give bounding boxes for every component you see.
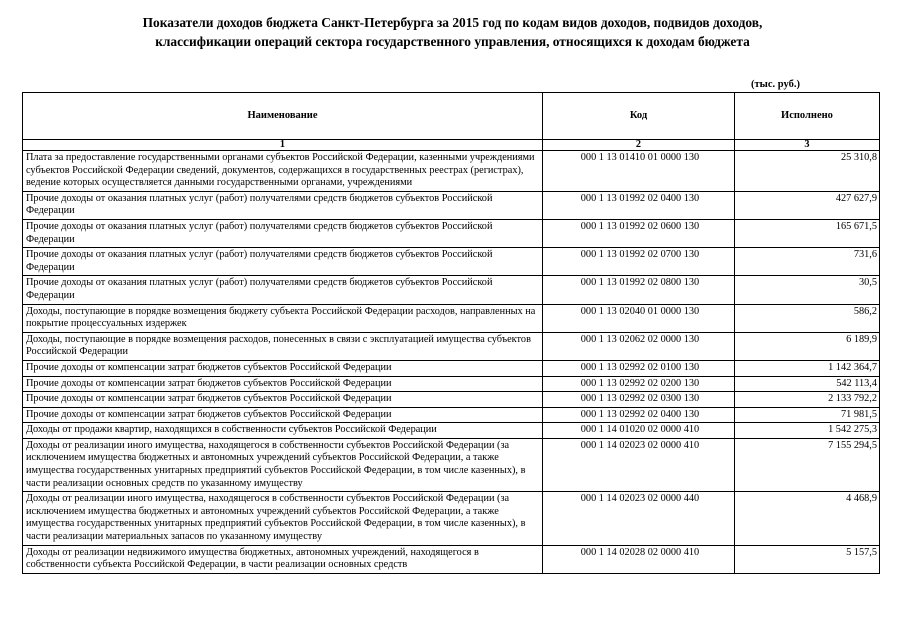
row-code: 000 1 13 02040 01 0000 130 — [543, 304, 735, 332]
column-number: 2 — [543, 140, 735, 151]
row-value: 7 155 294,5 — [735, 438, 880, 491]
row-name: Прочие доходы от оказания платных услуг (работ) получателями средств бюджетов субъектов Российской Федерации — [23, 248, 543, 276]
row-value: 2 133 792,2 — [735, 392, 880, 408]
row-name: Прочие доходы от оказания платных услуг (работ) получателями средств бюджетов субъектов Российской Федерации — [23, 219, 543, 247]
table-row — [23, 376, 880, 392]
header-row — [23, 93, 880, 140]
row-value: 25 310,8 — [735, 151, 880, 192]
row-name: Доходы, поступающие в порядке возмещения бюджету субъекта Российской Федерации расходов, направленных на покрытие процессуальных издержек — [23, 304, 543, 332]
table-row — [23, 248, 880, 276]
row-value: 71 981,5 — [735, 407, 880, 423]
row-code: 000 1 13 02992 02 0400 130 — [543, 407, 735, 423]
row-name: Доходы от реализации иного имущества, находящегося в собственности субъектов Российской Федерации (за исключением имущества бюджетных и автономных учреждений субъектов Российской Федерации, а также имущества государственных унитарных предприятий субъектов Российской Федерации, в том числе казенных), в части реализации основных средств по указанному имуществу — [23, 438, 543, 491]
table-row — [23, 423, 880, 439]
revenue-table — [22, 92, 880, 574]
column-number: 3 — [735, 140, 880, 151]
row-code: 000 1 13 02992 02 0300 130 — [543, 392, 735, 408]
row-value: 427 627,9 — [735, 191, 880, 219]
row-name: Доходы от продажи квартир, находящихся в собственности субъектов Российской Федерации — [23, 423, 543, 439]
row-name: Доходы от реализации недвижимого имущества бюджетных, автономных учреждений, находящегося в собственности субъекта Российской Федерации, в части реализации основных средств — [23, 545, 543, 573]
row-value: 4 468,9 — [735, 492, 880, 545]
row-code: 000 1 14 02023 02 0000 410 — [543, 438, 735, 491]
document-title — [0, 13, 905, 51]
column-number: 1 — [23, 140, 543, 151]
row-code: 000 1 13 01992 02 0700 130 — [543, 248, 735, 276]
title-line-2: классификации операций сектора государственного управления, относящихся к доходам бюджета — [155, 34, 750, 49]
row-code: 000 1 13 01992 02 0400 130 — [543, 191, 735, 219]
table-row — [23, 438, 880, 491]
row-value: 5 157,5 — [735, 545, 880, 573]
row-name: Плата за предоставление государственными органами субъектов Российской Федерации, казенными учреждениями субъектов Российской Федерации сведений, документов, содержащихся в государственных реестрах (регистрах), ведение которых осуществляется данными государственными органами, учреждениями — [23, 151, 543, 192]
row-code: 000 1 14 01020 02 0000 410 — [543, 423, 735, 439]
table-row — [23, 151, 880, 192]
row-value: 6 189,9 — [735, 332, 880, 360]
table-row — [23, 545, 880, 573]
row-code: 000 1 13 02992 02 0100 130 — [543, 360, 735, 376]
table-row — [23, 407, 880, 423]
table-row — [23, 392, 880, 408]
table-row — [23, 304, 880, 332]
row-value: 30,5 — [735, 276, 880, 304]
table-row — [23, 219, 880, 247]
row-code: 000 1 13 02992 02 0200 130 — [543, 376, 735, 392]
row-code: 000 1 14 02023 02 0000 440 — [543, 492, 735, 545]
row-value: 165 671,5 — [735, 219, 880, 247]
row-name: Прочие доходы от оказания платных услуг (работ) получателями средств бюджетов субъектов Российской Федерации — [23, 191, 543, 219]
row-value: 1 142 364,7 — [735, 360, 880, 376]
header-name: Наименование — [23, 93, 543, 140]
row-value: 542 113,4 — [735, 376, 880, 392]
row-code: 000 1 13 02062 02 0000 130 — [543, 332, 735, 360]
table-row — [23, 360, 880, 376]
row-name: Прочие доходы от компенсации затрат бюджетов субъектов Российской Федерации — [23, 392, 543, 408]
row-name: Прочие доходы от компенсации затрат бюджетов субъектов Российской Федерации — [23, 407, 543, 423]
units-label: (тыс. руб.) — [751, 79, 800, 90]
row-name: Доходы, поступающие в порядке возмещения расходов, понесенных в связи с эксплуатацией имущества субъектов Российской Федерации — [23, 332, 543, 360]
table-row — [23, 191, 880, 219]
title-line-1: Показатели доходов бюджета Санкт-Петербурга за 2015 год по кодам видов доходов, подвидов доходов, — [142, 15, 763, 30]
row-value: 731,6 — [735, 248, 880, 276]
table-row — [23, 332, 880, 360]
row-name: Прочие доходы от оказания платных услуг (работ) получателями средств бюджетов субъектов Российской Федерации — [23, 276, 543, 304]
table-row — [23, 276, 880, 304]
row-code: 000 1 13 01410 01 0000 130 — [543, 151, 735, 192]
header-code: Код — [543, 93, 735, 140]
row-code: 000 1 13 01992 02 0600 130 — [543, 219, 735, 247]
row-value: 586,2 — [735, 304, 880, 332]
row-name: Прочие доходы от компенсации затрат бюджетов субъектов Российской Федерации — [23, 360, 543, 376]
row-name: Прочие доходы от компенсации затрат бюджетов субъектов Российской Федерации — [23, 376, 543, 392]
row-value: 1 542 275,3 — [735, 423, 880, 439]
row-code: 000 1 14 02028 02 0000 410 — [543, 545, 735, 573]
header-value: Исполнено — [735, 93, 880, 140]
table-row — [23, 492, 880, 545]
row-name: Доходы от реализации иного имущества, находящегося в собственности субъектов Российской Федерации (за исключением имущества бюджетных и автономных учреждений субъектов Российской Федерации, а также имущества государственных унитарных предприятий субъектов Российской Федерации, в том числе казенных), в части реализации материальных запасов по указанному имуществу — [23, 492, 543, 545]
column-number-row — [23, 140, 880, 151]
row-code: 000 1 13 01992 02 0800 130 — [543, 276, 735, 304]
